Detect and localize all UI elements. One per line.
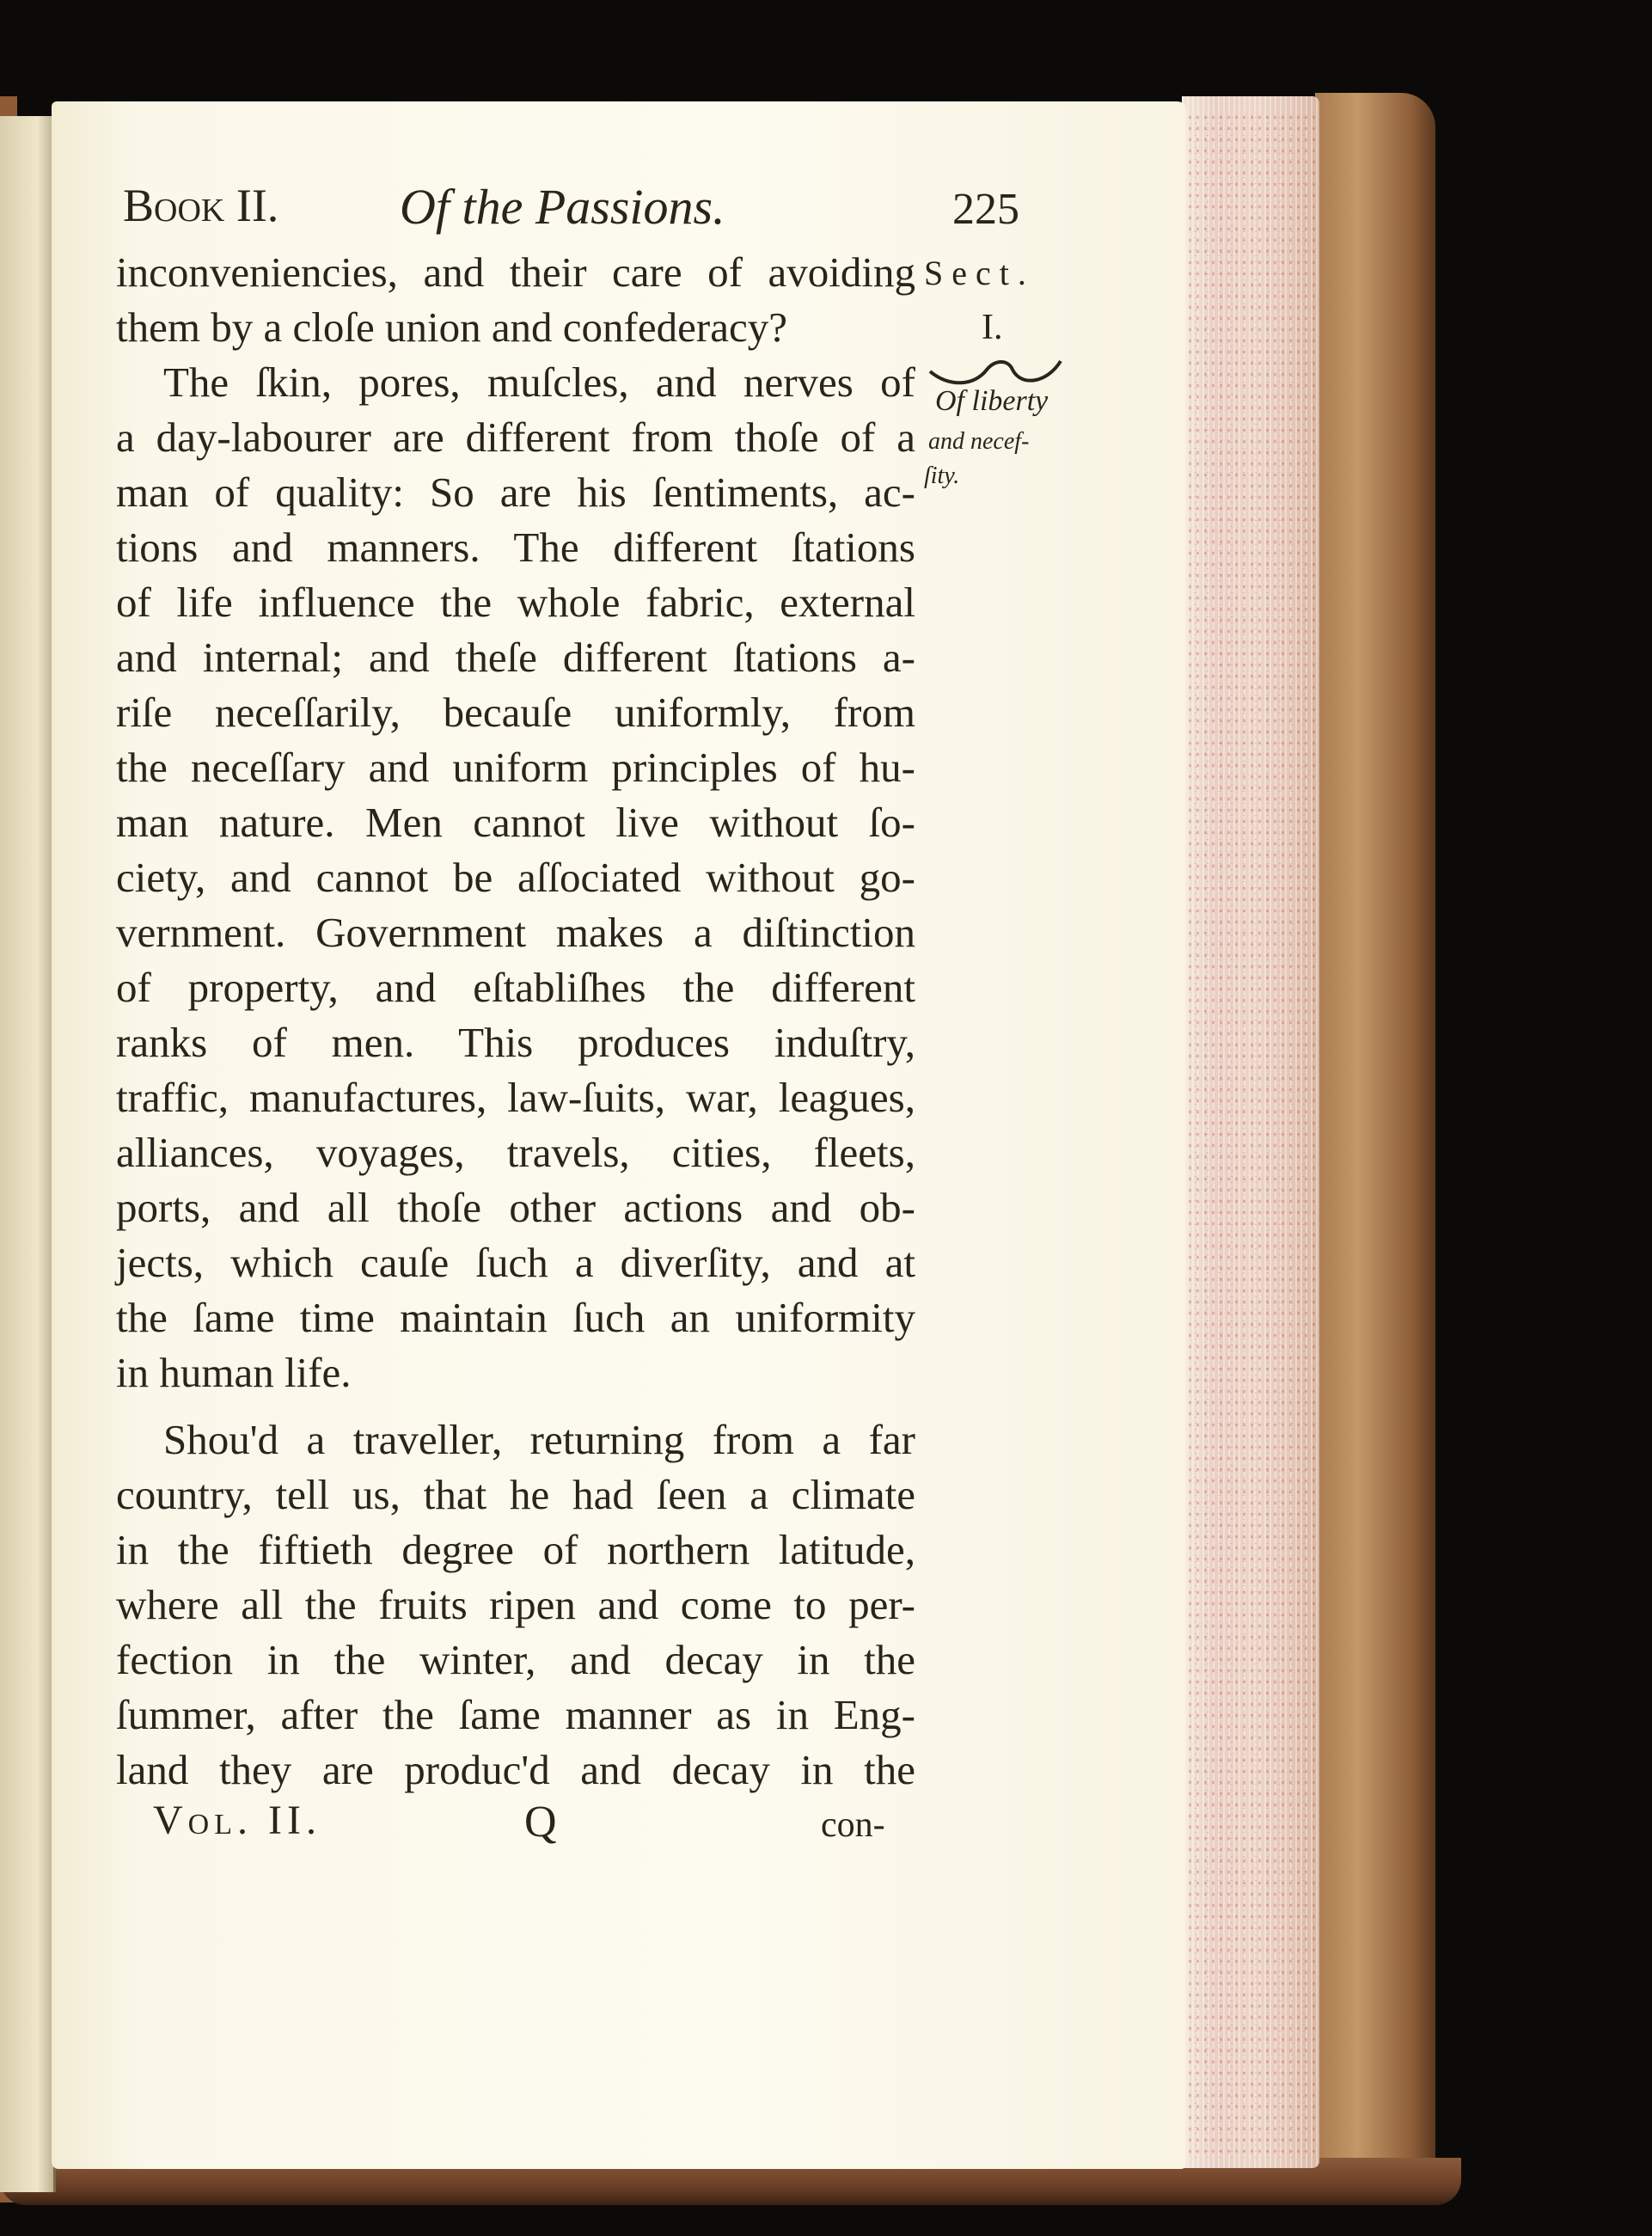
body-line: of life influence the whole fabric, external [116, 579, 915, 626]
body-line: a day-labourer are different from thoſe of a [116, 414, 915, 461]
footer-signature: Q [524, 1798, 557, 1847]
margin-section-label: Sect. [924, 254, 1035, 292]
footer-catchword: con- [821, 1805, 885, 1845]
margin-note-line3: ſity. [924, 463, 960, 489]
body-line: vernment. Government makes a diſtinction [116, 909, 915, 956]
body-line: ſummer, after the ſame manner as in Eng- [116, 1691, 915, 1738]
body-line: jects, which cauſe ſuch a diverſity, and at [116, 1239, 915, 1286]
body-line: land they are produc'd and decay in the [116, 1746, 915, 1793]
body-line: ports, and all thoſe other actions and ob- [116, 1184, 915, 1231]
body-line: them by a cloſe union and confederacy? [116, 303, 787, 351]
body-line: tions and manners. The different ſtations [116, 524, 915, 571]
body-line: in the fiftieth degree of northern latitude, [116, 1526, 915, 1573]
body-line: riſe neceſſarily, becauſe uniformly, from [116, 689, 915, 736]
body-line: of property, and eſtabliſhes the different [116, 964, 915, 1011]
body-line: traffic, manufactures, law-ſuits, war, leagues, [116, 1074, 915, 1121]
body-line: the ſame time maintain ſuch an uniformity [116, 1294, 915, 1341]
body-line: ciety, and cannot be aſſociated without go- [116, 854, 915, 901]
running-head-title: Of the Passions. [400, 179, 725, 235]
margin-note-line2: and necef- [928, 428, 1030, 455]
body-line: man of quality: So are his ſentiments, ac- [116, 469, 915, 516]
body-line: in human life. [116, 1349, 352, 1396]
fore-edge-speckle [1186, 112, 1315, 2158]
body-line: alliances, voyages, travels, cities, fleets, [116, 1129, 915, 1176]
footer-volume: Vol. II. [153, 1798, 321, 1843]
page-number: 225 [952, 185, 1019, 234]
body-line: man nature. Men cannot live without ſo- [116, 799, 915, 846]
body-line: Shou'd a traveller, returning from a far [163, 1416, 915, 1463]
book-cover-right-board [1315, 93, 1435, 2190]
margin-section-number: I. [982, 308, 1003, 347]
body-line: The ſkin, pores, muſcles, and nerves of [163, 358, 915, 406]
margin-note-line1: Of liberty [935, 385, 1049, 417]
margin-brace-ornament [927, 352, 1064, 387]
body-line: where all the fruits ripen and come to per- [116, 1581, 915, 1628]
body-line: fection in the winter, and decay in the [116, 1636, 915, 1683]
body-line: inconveniencies, and their care of avoiding [116, 248, 915, 296]
running-head-book: Book II. [123, 180, 279, 231]
body-line: ranks of men. This produces induſtry, [116, 1019, 915, 1066]
facing-page-edge [0, 116, 56, 2192]
body-line: country, tell us, that he had ſeen a climate [116, 1471, 915, 1518]
body-line: the neceſſary and uniform principles of hu- [116, 744, 915, 791]
body-line: and internal; and theſe different ſtations a- [116, 634, 915, 681]
